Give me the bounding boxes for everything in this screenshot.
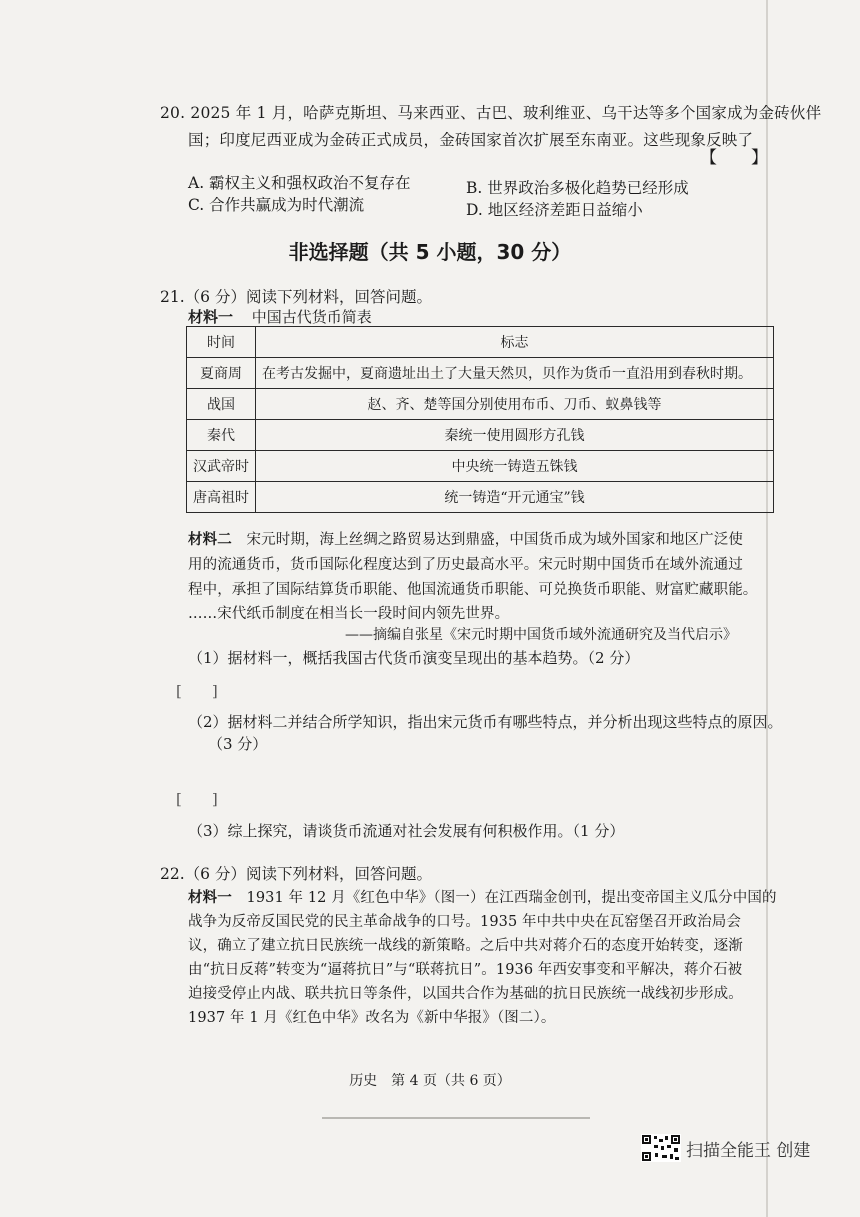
q21-subquestion-3: （3）综上探究，请谈货币流通对社会发展有何积极作用。（1 分）: [188, 822, 625, 840]
table-cell-period: 秦代: [187, 420, 256, 451]
table-row: [187, 358, 774, 389]
q20-option-d: D. 地区经济差距日益缩小: [466, 201, 643, 219]
q22-head: 22.（6 分）阅读下列材料，回答问题。: [160, 865, 432, 883]
answer-bracket-icon: [ ]: [176, 790, 218, 808]
currency-table: [186, 326, 774, 513]
q22-material1-line1: [188, 886, 777, 907]
table-cell-mark: 赵、齐、楚等国分别使用布币、刀币、蚁鼻钱等: [256, 389, 774, 420]
table-cell-mark: 中央统一铸造五铢钱: [256, 451, 774, 482]
table-header-row: [187, 327, 774, 358]
q21-subquestion-2-score: （3 分）: [208, 735, 268, 753]
table-header-cell: 标志: [256, 327, 774, 358]
q22-material1-line3: 议，确立了建立抗日民族统一战线的新策略。之后中共对蒋介石的态度开始转变，逐渐: [188, 938, 743, 954]
q21-material1-caption: 中国古代货币简表: [251, 308, 372, 326]
q21-material2-line1: [188, 528, 743, 549]
page-footer: 历史 第 4 页（共 6 页）: [349, 1073, 511, 1089]
table-cell-period: 夏商周: [187, 358, 256, 389]
table-row: [187, 420, 774, 451]
q20-stem-line1: 20. 2025 年 1 月，哈萨克斯坦、马来西亚、古巴、玻利维亚、乌干达等多个国家成为金砖伙伴: [160, 104, 822, 122]
table-cell-mark: 秦统一使用圆形方孔钱: [256, 420, 774, 451]
section-title: 非选择题（共 5 小题，30 分）: [288, 240, 572, 264]
q20-answer-bracket: 【 】: [700, 148, 768, 168]
q22-material1-line5: 迫接受停止内战、联共抗日等条件，以国共合作为基础的抗日民族统一战线初步形成。: [188, 986, 743, 1002]
q20-option-c: C. 合作共赢成为时代潮流: [188, 196, 365, 214]
q21-head: 21.（6 分）阅读下列材料，回答问题。: [160, 288, 432, 306]
q21-subquestion-2: （2）据材料二并结合所学知识，指出宋元货币有哪些特点，并分析出现这些特点的原因。: [188, 713, 783, 731]
q21-material2-line3: 程中，承担了国际结算货币职能、他国流通货币职能、可兑换货币职能、财富贮藏职能。: [188, 582, 758, 598]
answer-bracket-icon: [ ]: [176, 682, 218, 700]
q22-material1-line2: 战争为反帝反国民党的民主革命战争的口号。1935 年中共中央在瓦窑堡召开政治局会: [188, 914, 742, 930]
q22-material1-text: 1931 年 12 月《红色中华》（图一）在江西瑞金创刊，提出变帝国主义瓜分中国的: [246, 890, 777, 906]
table-row: [187, 451, 774, 482]
q21-material2-label: 材料二: [188, 532, 232, 548]
q21-material2-line2: 用的流通货币，货币国际化程度达到了历史最高水平。宋元时期中国货币在域外流通过: [188, 557, 743, 573]
table-cell-period: 汉武帝时: [187, 451, 256, 482]
q21-material1-title: [188, 306, 372, 327]
q21-material2-citation: ——摘编自张星《宋元时期中国货币域外流通研究及当代启示》: [345, 627, 737, 643]
q21-material2-text: 宋元时期，海上丝绸之路贸易达到鼎盛，中国货币成为域外国家和地区广泛使: [246, 532, 743, 548]
table-cell-mark: 统一铸造“开元通宝”钱: [256, 482, 774, 513]
q20-stem-line2: 国；印度尼西亚成为金砖正式成员，金砖国家首次扩展至东南亚。这些现象反映了: [188, 131, 754, 149]
table-row: [187, 389, 774, 420]
q21-material1-label: 材料一: [188, 308, 234, 326]
table-row: [187, 482, 774, 513]
table-cell-mark: 在考古发掘中，夏商遗址出土了大量天然贝，贝作为货币一直沿用到春秋时期。: [256, 358, 774, 389]
footer-divider: [322, 1117, 590, 1119]
q22-material1-line6: 1937 年 1 月《红色中华》改名为《新中华报》（图二）。: [188, 1010, 556, 1026]
scan-edge-line: [766, 0, 768, 1217]
table-cell-period: 战国: [187, 389, 256, 420]
table-cell-period: 唐高祖时: [187, 482, 256, 513]
q20-option-b: B. 世界政治多极化趋势已经形成: [466, 179, 689, 197]
q22-material1-line4: 由“抗日反蒋”转变为“逼蒋抗日”与“联蒋抗日”。1936 年西安事变和平解决，蒋介石被: [188, 962, 743, 978]
scanner-watermark: 扫描全能王 创建: [686, 1141, 811, 1161]
q20-option-a: A. 霸权主义和强权政治不复存在: [188, 174, 411, 192]
table-header-cell: 时间: [187, 327, 256, 358]
q21-material2-line4: ……宋代纸币制度在相当长一段时间内领先世界。: [188, 606, 510, 622]
q21-subquestion-1: （1）据材料一，概括我国古代货币演变呈现出的基本趋势。（2 分）: [188, 649, 640, 667]
q22-material1-label: 材料一: [188, 890, 232, 906]
qr-code-icon: [641, 1134, 681, 1162]
